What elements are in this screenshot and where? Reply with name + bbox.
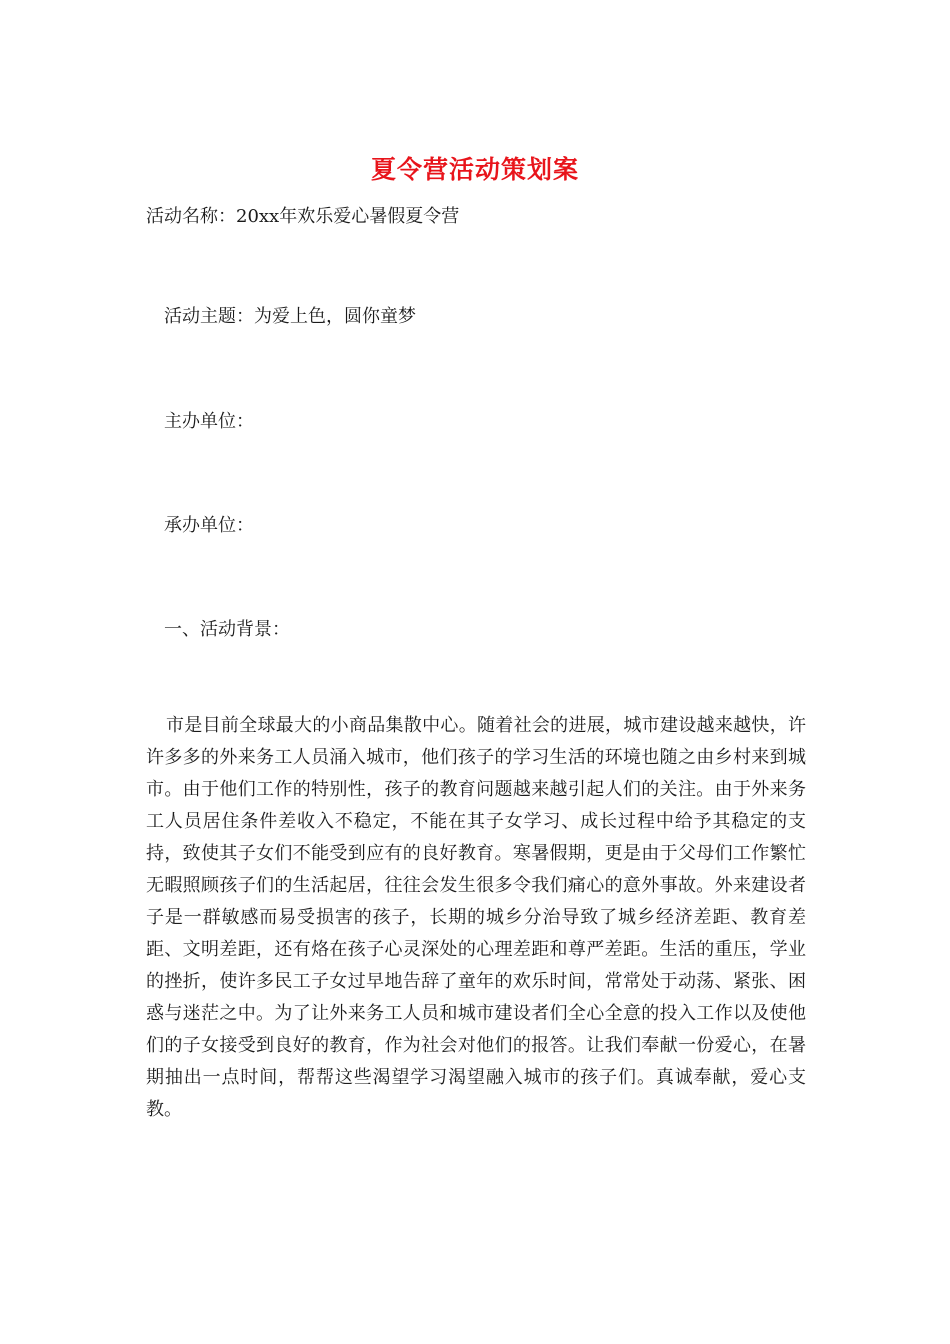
section-heading-background: 一、活动背景： [164, 619, 290, 640]
activity-name-line: 活动名称：20xx年欢乐爱心暑假夏令营 [146, 206, 460, 227]
background-paragraph: 市是目前全球最大的小商品集散中心。随着社会的进展，城市建设越来越快，许许多多的外来务工人员涌入城市，他们孩子的学习生活的环境也随之由乡村来到城市。由于他们工作的特别性，孩子的教育问题越来越引起人们的关注。由于外来务工人员居住条件差收入不稳定，不能在其子女学习、成长过程中给予其稳定的支持，致使其子女们不能受到应有的良好教育。寒暑假期，更是由于父母们工作繁忙无暇照顾孩子们的生活起居，往往会发生很多令我们痛心的意外事故。外来建设者子是一群敏感而易受损害的孩子，长期的城乡分治导致了城乡经济差距、教育差距、文明差距，还有烙在孩子心灵深处的心理差距和尊严差距。生活的重压，学业的挫折，使许多民工子女过早地告辞了童年的欢乐时间，常常处于动荡、紧张、困惑与迷茫之中。为了让外来务工人员和城市建设者们全心全意的投入工作以及使他们的子女接受到良好的教育，作为社会对他们的报答。让我们奉献一份爱心，在暑期抽出一点时间，帮帮这些渴望学习渴望融入城市的孩子们。真诚奉献，爱心支教。 [146, 715, 806, 1120]
activity-theme-line: 活动主题：为爱上色，圆你童梦 [164, 306, 416, 327]
host-unit-line: 主办单位： [164, 411, 254, 432]
organizer-unit-line: 承办单位： [164, 515, 254, 536]
document-title: 夏令营活动策划案 [370, 155, 579, 184]
